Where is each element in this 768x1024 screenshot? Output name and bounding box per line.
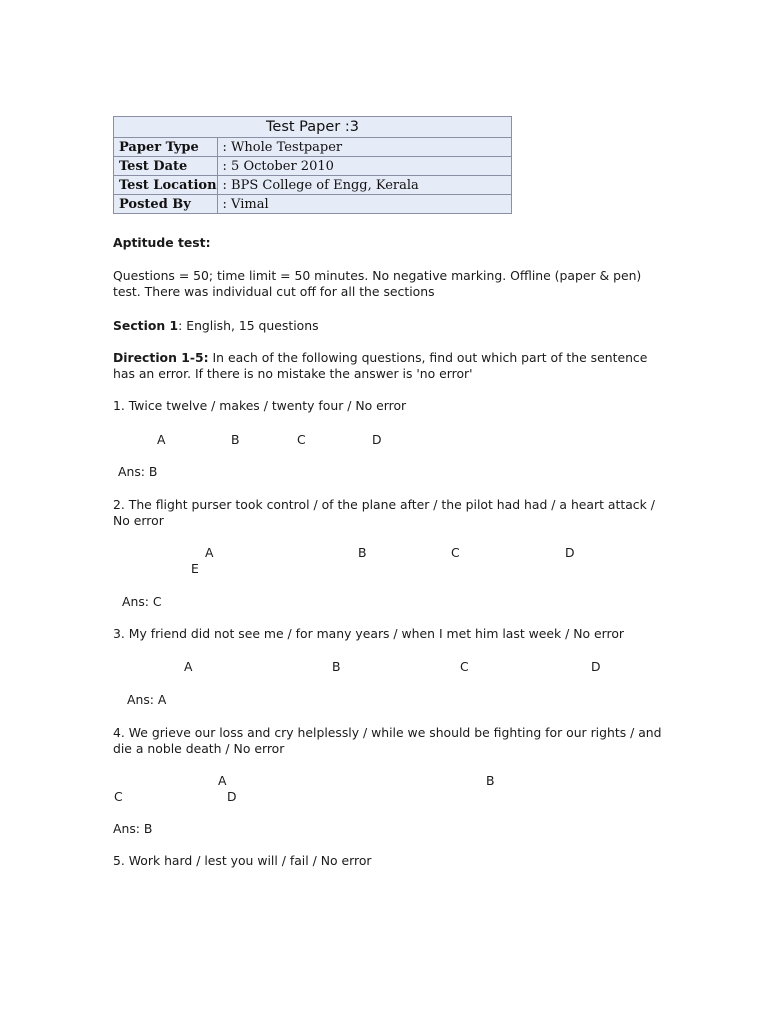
q2-option-b: B <box>358 545 367 560</box>
table-title-row <box>114 117 512 138</box>
row-label-test-location: Test Location <box>114 176 218 195</box>
row-value-test-date: : 5 October 2010 <box>217 157 511 176</box>
question-2-text-line1: 2. The flight purser took control / of the plane after / the pilot had had / a heart attack / <box>113 497 655 512</box>
table-row <box>114 157 512 176</box>
q1-option-a: A <box>157 432 166 447</box>
row-value-test-location: : BPS College of Engg, Kerala <box>217 176 511 195</box>
row-value-paper-type: : Whole Testpaper <box>217 138 511 157</box>
table-row <box>114 176 512 195</box>
question-4-text-line2: die a noble death / No error <box>113 741 285 756</box>
q3-answer: Ans: A <box>127 692 167 707</box>
direction-line2: has an error. If there is no mistake the answer is 'no error' <box>113 366 473 381</box>
row-label-test-date: Test Date <box>114 157 218 176</box>
table-row <box>114 138 512 157</box>
q4-answer: Ans: B <box>113 821 153 836</box>
section-1-text: : English, 15 questions <box>178 318 319 333</box>
q1-option-b: B <box>231 432 240 447</box>
q4-option-d: D <box>227 789 237 804</box>
q3-option-a: A <box>184 659 193 674</box>
aptitude-desc-line1: Questions = 50; time limit = 50 minutes. No negative marking. Offline (paper & pen) <box>113 268 642 283</box>
test-info-table <box>113 116 512 214</box>
q2-option-d: D <box>565 545 575 560</box>
q4-option-b: B <box>486 773 495 788</box>
aptitude-desc-line2: test. There was individual cut off for all the sections <box>113 284 435 299</box>
q4-option-a: A <box>218 773 227 788</box>
q3-option-b: B <box>332 659 341 674</box>
row-label-posted-by: Posted By <box>114 195 218 214</box>
row-label-paper-type: Paper Type <box>114 138 218 157</box>
q1-option-d: D <box>372 432 382 447</box>
table-row <box>114 195 512 214</box>
direction-text: In each of the following questions, find out which part of the sentence <box>208 350 648 365</box>
direction-line1 <box>113 350 647 366</box>
section-1-line <box>113 318 319 334</box>
question-2-text-line2: No error <box>113 513 164 528</box>
q4-option-c: C <box>114 789 123 804</box>
test-paper-title: Test Paper :3 <box>114 117 512 138</box>
row-value-posted-by: : Vimal <box>217 195 511 214</box>
aptitude-heading: Aptitude test: <box>113 235 211 250</box>
q3-option-c: C <box>460 659 469 674</box>
q2-answer: Ans: C <box>122 594 162 609</box>
question-4-text-line1: 4. We grieve our loss and cry helplessly / while we should be fighting for our rights / and <box>113 725 662 740</box>
q1-option-c: C <box>297 432 306 447</box>
q1-answer: Ans: B <box>118 464 158 479</box>
question-1-text: 1. Twice twelve / makes / twenty four / No error <box>113 398 407 413</box>
question-3-text: 3. My friend did not see me / for many years / when I met him last week / No error <box>113 626 625 641</box>
question-5-text: 5. Work hard / lest you will / fail / No error <box>113 853 372 868</box>
q2-option-e: E <box>191 561 199 576</box>
direction-label: Direction 1-5: <box>113 350 209 365</box>
q2-option-a: A <box>205 545 214 560</box>
q3-option-d: D <box>591 659 601 674</box>
section-1-label: Section 1 <box>113 318 179 333</box>
q2-option-c: C <box>451 545 460 560</box>
